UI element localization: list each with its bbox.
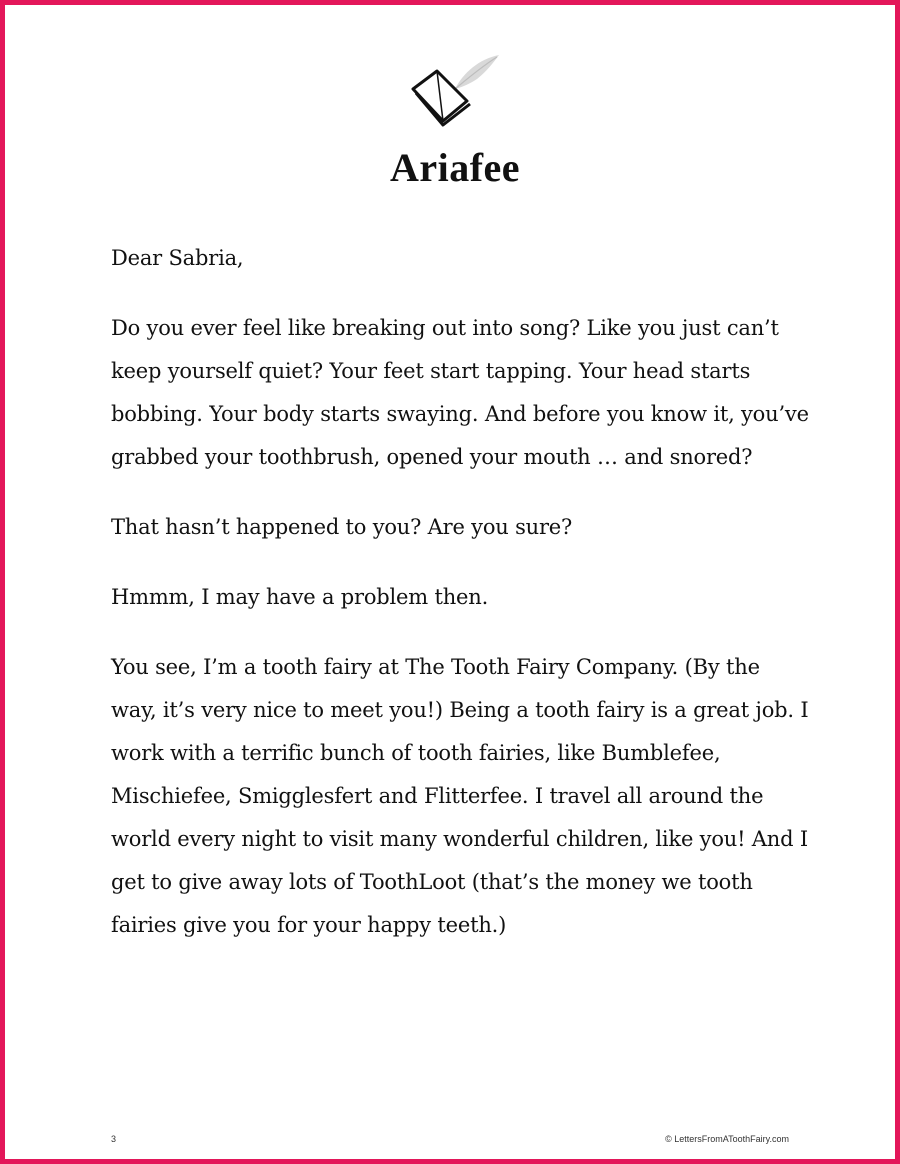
fairy-name-heading: Ariafee xyxy=(389,145,521,190)
paragraph-3: Hmmm, I may have a problem then. xyxy=(111,585,489,609)
copyright-link[interactable]: © LettersFromAToothFairy.com xyxy=(665,1134,789,1144)
page-number: 3 xyxy=(111,1134,117,1144)
letter-body xyxy=(111,237,811,974)
paragraph-1: Do you ever feel like breaking out into song? Like you just can’t keep yourself quiet? Your feet start tapping. Your head starts bobbing. Your body starts swaying. And before you know it, you’ve grabbed your toothbrush, opened your mouth … and snored? xyxy=(111,316,809,469)
paragraph-2: That hasn’t happened to you? Are you sure? xyxy=(111,515,573,539)
paragraph-4: You see, I’m a tooth fairy at The Tooth Fairy Company. (By the way, it’s very nice to meet you!) Being a tooth fairy is a great job. I work with a terrific bunch of tooth fairies, like Bumblefee, Mischiefee, Smigglesfert and Flitterfee. I travel all around the world every night to visit many wonderful children, like you! And I get to give away lots of ToothLoot (that’s the money we tooth fairies give you for your happy teeth.) xyxy=(111,655,809,937)
book-quill-icon xyxy=(407,49,503,131)
greeting: Dear Sabria, xyxy=(111,246,244,270)
